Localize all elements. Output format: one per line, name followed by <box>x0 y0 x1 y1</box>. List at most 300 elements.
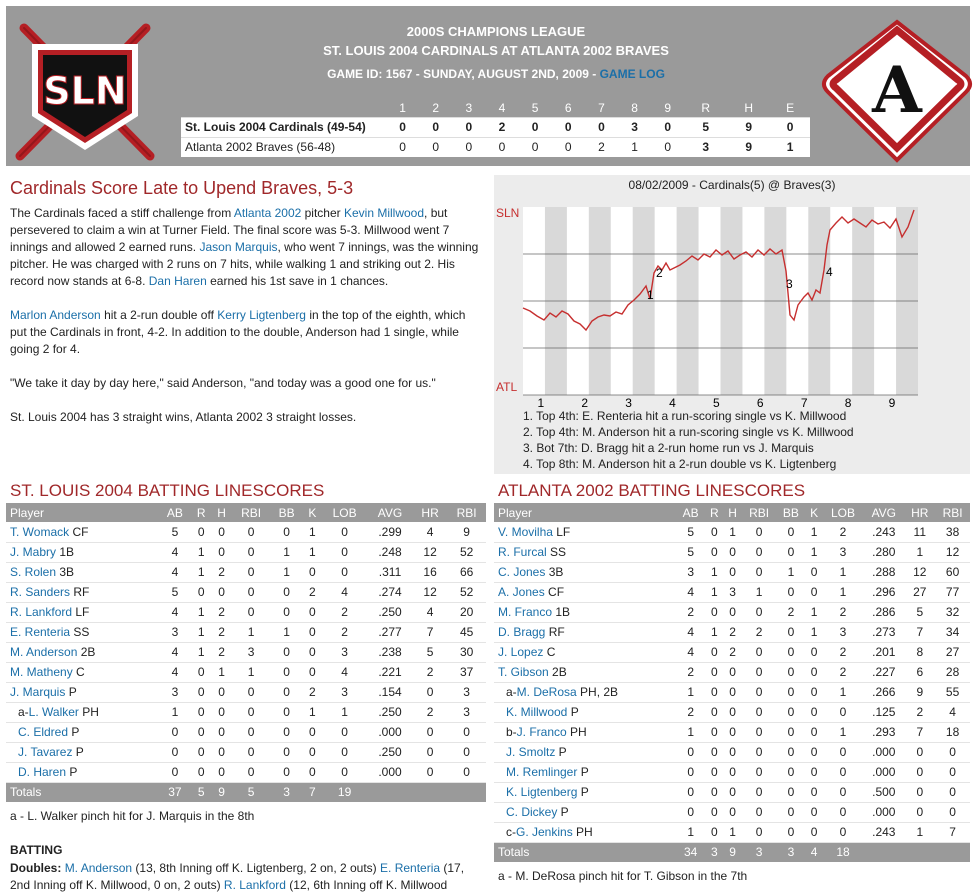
batting-stat-cell: 4 <box>159 642 191 662</box>
wp-top-label: SLN <box>496 206 520 220</box>
player-link-ligtenberg[interactable]: Kerry Ligtenberg <box>217 308 306 322</box>
batting-stat-cell: 2 <box>322 602 367 622</box>
batting-stat-cell: 2 <box>303 582 322 602</box>
player-link[interactable]: J. Tavarez <box>18 745 73 759</box>
linescore-inning: 0 <box>585 117 618 137</box>
player-link[interactable]: M. Franco <box>498 605 553 619</box>
batting-stat-cell: 4 <box>935 702 970 722</box>
batting-player-cell <box>6 682 159 702</box>
batting-stat-cell: 1 <box>723 822 741 842</box>
wp-inning-tick: 9 <box>888 396 896 410</box>
batting-column-header: AVG <box>863 503 904 522</box>
player-link[interactable]: R. Lankford <box>223 878 286 892</box>
batting-row <box>494 662 970 682</box>
batting-row <box>6 602 486 622</box>
batting-totals-row <box>6 782 486 802</box>
batting-stat-cell: 0 <box>270 742 302 762</box>
linescore-inning: 0 <box>651 137 684 157</box>
batting-stat-cell: 0 <box>191 522 211 542</box>
player-link[interactable]: M. DeRosa <box>516 685 577 699</box>
totals-cell <box>447 782 486 802</box>
batting-stat-cell: 0 <box>211 542 231 562</box>
batting-stat-cell: 27 <box>904 582 935 602</box>
batting-stat-cell: 1 <box>776 562 805 582</box>
sub-prefix: a- <box>506 685 517 699</box>
batting-player-cell <box>6 702 159 722</box>
batting-column-header: LOB <box>322 503 367 522</box>
recap-paragraph-2 <box>10 307 480 358</box>
batting-player-cell <box>494 582 676 602</box>
batting-stat-cell: 0 <box>805 582 822 602</box>
batting-stat-cell: 7 <box>904 622 935 642</box>
batting-stat-cell: 0 <box>723 562 741 582</box>
batting-stat-cell: 0 <box>232 682 271 702</box>
batting-row <box>6 662 486 682</box>
batting-stat-cell: .266 <box>863 682 904 702</box>
batting-stat-cell: .238 <box>367 642 413 662</box>
batting-stat-cell: 0 <box>232 522 271 542</box>
atl-team-logo[interactable] <box>818 16 976 166</box>
batting-stat-cell: 0 <box>723 602 741 622</box>
wp-inning-tick: 2 <box>581 396 589 410</box>
batting-stat-cell: 0 <box>232 582 271 602</box>
player-link[interactable]: J. Mabry <box>10 545 57 559</box>
batting-player-cell <box>6 762 159 782</box>
batting-stat-cell: .125 <box>863 702 904 722</box>
batting-stat-cell: 0 <box>303 662 322 682</box>
batting-stat-cell: 0 <box>904 762 935 782</box>
player-link-haren[interactable]: Dan Haren <box>148 274 207 288</box>
recap-text: pitcher <box>301 206 344 220</box>
batting-stat-cell: 0 <box>191 582 211 602</box>
player-link[interactable]: R. Lankford <box>10 605 73 619</box>
recap-text: in the top of the eighth, which put the Cardinals in front, 4-2. In addition to the double, Anderson had 1 single, while going 2 for 4. <box>10 308 466 356</box>
batting-row <box>494 542 970 562</box>
batting-stat-cell: 0 <box>232 562 271 582</box>
batting-stat-cell: 18 <box>935 722 970 742</box>
logo-left-text: SLN <box>43 69 127 113</box>
batting-stat-cell: 0 <box>935 762 970 782</box>
batting-stat-cell: 1 <box>191 542 211 562</box>
batting-stat-cell: 66 <box>447 562 486 582</box>
player-position: 1B <box>552 605 571 619</box>
batting-stat-cell: 1 <box>823 682 863 702</box>
batting-stat-cell: 0 <box>805 662 822 682</box>
wp-note: 2. Top 4th: M. Anderson hit a run-scoring single vs K. Millwood <box>523 425 854 439</box>
batting-stat-cell: 0 <box>723 542 741 562</box>
batting-stat-cell: 0 <box>742 682 777 702</box>
player-link[interactable]: M. Anderson <box>64 861 133 875</box>
batting-stat-cell: 11 <box>904 522 935 542</box>
batting-column-header: Player <box>6 503 159 522</box>
batting-stat-cell: 3 <box>676 562 705 582</box>
player-position: P <box>557 805 569 819</box>
wp-inning-tick: 7 <box>800 396 808 410</box>
batting-stat-cell: .250 <box>367 702 413 722</box>
batting-stat-cell: .280 <box>863 542 904 562</box>
batting-stat-cell: 0 <box>705 702 723 722</box>
batting-player-cell <box>494 642 676 662</box>
batting-column-header: LOB <box>823 503 863 522</box>
totals-cell <box>904 842 935 862</box>
batting-stat-cell: 0 <box>211 702 231 722</box>
batting-stat-cell: .250 <box>367 602 413 622</box>
batting-stat-cell: 0 <box>723 762 741 782</box>
totals-cell: 3 <box>705 842 723 862</box>
player-link[interactable]: M. Matheny <box>10 665 73 679</box>
batting-row <box>6 562 486 582</box>
linescore-header: R <box>684 99 727 117</box>
stl-footnote: a - L. Walker pinch hit for J. Marquis in the 8th <box>10 809 255 823</box>
batting-stat-cell: .000 <box>367 762 413 782</box>
batting-stat-cell: 0 <box>303 762 322 782</box>
batting-stat-cell: 2 <box>211 602 231 622</box>
batting-stat-cell: 77 <box>935 582 970 602</box>
player-position: SS <box>70 625 90 639</box>
batting-stat-cell: 3 <box>159 682 191 702</box>
batting-stat-cell: 0 <box>322 522 367 542</box>
player-link[interactable]: K. Ligtenberg <box>506 785 578 799</box>
batting-row <box>6 542 486 562</box>
batting-stat-cell: 0 <box>776 822 805 842</box>
batting-stat-cell: 0 <box>776 682 805 702</box>
batting-stat-cell: 1 <box>823 722 863 742</box>
player-link[interactable]: M. Remlinger <box>506 765 578 779</box>
batting-stat-cell: 0 <box>303 742 322 762</box>
batting-stat-cell: 1 <box>191 642 211 662</box>
player-link[interactable]: R. Sanders <box>10 585 71 599</box>
batting-stat-cell: 5 <box>904 602 935 622</box>
player-position: 2B <box>548 665 567 679</box>
batting-stat-cell: 0 <box>776 582 805 602</box>
batting-stat-cell: 0 <box>776 742 805 762</box>
batting-stat-cell: 0 <box>270 762 302 782</box>
linescore-inning: 0 <box>452 117 485 137</box>
sub-prefix: b- <box>506 725 517 739</box>
batting-stat-cell: 0 <box>676 742 705 762</box>
batting-stat-cell: 3 <box>823 542 863 562</box>
batting-stat-cell: 1 <box>676 722 705 742</box>
batting-totals-row <box>494 842 970 862</box>
batting-stat-cell: 0 <box>742 742 777 762</box>
batting-stat-cell: 4 <box>159 542 191 562</box>
player-link[interactable]: L. Walker <box>28 705 79 719</box>
player-link[interactable]: G. Jenkins <box>516 825 573 839</box>
batting-stat-cell: 3 <box>723 582 741 602</box>
batting-stat-cell: 0 <box>823 702 863 722</box>
totals-cell: 3 <box>776 842 805 862</box>
batting-stat-cell: 5 <box>676 522 705 542</box>
player-position: PH <box>566 725 587 739</box>
player-position: 1B <box>56 545 75 559</box>
player-link[interactable]: J. Smoltz <box>506 745 556 759</box>
player-position: RF <box>545 625 565 639</box>
wp-inning-tick: 5 <box>713 396 720 410</box>
batting-stat-cell: 1 <box>805 542 822 562</box>
player-link-marquis[interactable]: Jason Marquis <box>199 240 278 254</box>
batting-stat-cell: 0 <box>413 742 447 762</box>
linescore-inning: 0 <box>386 117 419 137</box>
batting-stat-cell: 0 <box>270 642 302 662</box>
player-link[interactable]: V. Movilha <box>498 524 553 539</box>
player-link[interactable]: D. Haren <box>18 765 67 779</box>
player-link[interactable]: A. Jones <box>498 585 545 599</box>
linescore-header: 5 <box>519 99 552 117</box>
batting-stat-cell: 16 <box>413 562 447 582</box>
batting-stat-cell: 0 <box>705 722 723 742</box>
player-link[interactable]: C. Dickey <box>506 805 558 819</box>
batting-stat-cell: 0 <box>723 702 741 722</box>
batting-player-cell <box>6 722 159 742</box>
recap-text: hit a 2-run double off <box>100 308 218 322</box>
linescore-team: St. Louis 2004 Cardinals (49-54) <box>181 117 386 137</box>
player-position: P <box>577 785 589 799</box>
batting-header-row <box>6 503 486 522</box>
batting-stat-cell: 0 <box>705 522 723 542</box>
batting-stat-cell: 0 <box>191 682 211 702</box>
batting-stat-cell: 0 <box>270 702 302 722</box>
player-position: PH <box>572 825 593 839</box>
batting-column-header: BB <box>270 503 302 522</box>
batting-stat-cell: 0 <box>776 622 805 642</box>
batting-stat-cell: 0 <box>805 642 822 662</box>
batting-stat-cell: .000 <box>863 762 904 782</box>
batting-stat-cell: 0 <box>723 802 741 822</box>
batting-stat-cell: 3 <box>322 682 367 702</box>
batting-row <box>494 562 970 582</box>
batting-stat-cell: 0 <box>303 622 322 642</box>
batting-stat-cell: 0 <box>270 662 302 682</box>
batting-stat-cell: 0 <box>191 702 211 722</box>
batting-row <box>494 742 970 762</box>
wp-event-marker: 2 <box>656 266 663 280</box>
game-log-link[interactable]: GAME LOG <box>599 67 665 81</box>
batting-stat-cell: 1 <box>904 822 935 842</box>
totals-cell: 18 <box>823 842 863 862</box>
batting-row <box>6 682 486 702</box>
batting-stat-cell: .000 <box>863 742 904 762</box>
batting-stat-cell: 0 <box>191 742 211 762</box>
batting-stat-cell: 1 <box>723 522 741 542</box>
player-link-millwood[interactable]: Kevin Millwood <box>343 206 425 220</box>
batting-row <box>6 522 486 542</box>
batting-stat-cell: 0 <box>805 682 822 702</box>
batting-player-cell <box>6 602 159 622</box>
batting-stat-cell: 0 <box>270 582 302 602</box>
batting-stat-cell: 30 <box>447 642 486 662</box>
batting-stat-cell: 0 <box>191 762 211 782</box>
batting-stat-cell: 0 <box>723 682 741 702</box>
player-link[interactable]: M. Anderson <box>10 645 78 659</box>
linescore-team: Atlanta 2002 Braves (56-48) <box>181 137 386 157</box>
batting-stat-cell: 3 <box>322 642 367 662</box>
batting-stat-cell: 0 <box>823 782 863 802</box>
player-link[interactable]: J. Franco <box>516 725 567 739</box>
batting-stat-cell: 2 <box>676 662 705 682</box>
batting-stat-cell: 0 <box>935 782 970 802</box>
batting-stat-cell: 0 <box>413 722 447 742</box>
batting-stat-cell: 4 <box>413 522 447 542</box>
player-link[interactable]: D. Bragg <box>498 625 546 639</box>
player-link-anderson[interactable]: Marlon Anderson <box>10 308 101 322</box>
batting-stat-cell: 4 <box>159 602 191 622</box>
batting-row <box>494 682 970 702</box>
batting-stat-cell: 2 <box>211 622 231 642</box>
batting-stat-cell: 0 <box>742 542 777 562</box>
batting-stat-cell: 1 <box>742 582 777 602</box>
batting-stat-cell: 1 <box>705 562 723 582</box>
batting-stat-cell: 0 <box>303 642 322 662</box>
batting-stat-cell: 12 <box>935 542 970 562</box>
player-link[interactable]: E. Renteria <box>380 861 441 875</box>
batting-column-header: RBI <box>447 503 486 522</box>
batting-player-cell <box>6 542 159 562</box>
batting-stat-cell: .293 <box>863 722 904 742</box>
wp-inning-tick: 3 <box>625 396 632 410</box>
team-link-atlanta[interactable]: Atlanta 2002 <box>233 206 302 220</box>
batting-stat-cell: 34 <box>935 622 970 642</box>
batting-stat-cell: .273 <box>863 622 904 642</box>
batting-stat-cell: 0 <box>935 742 970 762</box>
batting-stat-cell: 0 <box>211 722 231 742</box>
batting-stat-cell: 5 <box>676 542 705 562</box>
batting-column-header: H <box>723 503 741 522</box>
batting-stat-cell: 12 <box>413 542 447 562</box>
player-position: P <box>577 765 589 779</box>
batting-player-cell <box>494 802 676 822</box>
player-link[interactable]: S. Rolen <box>10 565 57 579</box>
linescore-inning: 0 <box>452 137 485 157</box>
wp-title: 08/02/2009 - Cardinals(5) @ Braves(3) <box>628 178 836 192</box>
atl-batting-table <box>494 503 970 862</box>
player-position: C <box>72 665 85 679</box>
player-link[interactable]: C. Eldred <box>18 725 69 739</box>
batting-player-cell <box>494 602 676 622</box>
linescore-header: 7 <box>585 99 618 117</box>
batting-stat-cell: .288 <box>863 562 904 582</box>
batting-stat-cell: 1 <box>303 522 322 542</box>
batting-player-cell <box>494 542 676 562</box>
batting-stat-cell: 1 <box>904 542 935 562</box>
linescore-header: 3 <box>452 99 485 117</box>
player-link[interactable]: E. Renteria <box>10 625 71 639</box>
batting-stat-cell: 5 <box>413 642 447 662</box>
batting-stat-cell: 1 <box>823 582 863 602</box>
batting-stat-cell: 52 <box>447 542 486 562</box>
batting-stat-cell: 1 <box>303 702 322 722</box>
batting-stat-cell: 0 <box>805 702 822 722</box>
batting-column-header: RBI <box>935 503 970 522</box>
linescore-inning: 0 <box>386 137 419 157</box>
batting-stat-cell: .227 <box>863 662 904 682</box>
batting-stat-cell: .243 <box>863 522 904 542</box>
batting-stat-cell: 0 <box>742 782 777 802</box>
sln-team-logo[interactable] <box>10 16 160 166</box>
player-link[interactable]: K. Millwood <box>506 705 568 719</box>
batting-stat-cell: 0 <box>776 782 805 802</box>
batting-column-header: H <box>211 503 231 522</box>
linescore-inning: 0 <box>552 117 585 137</box>
batting-stat-cell: 3 <box>447 682 486 702</box>
stl-batting-title: ST. LOUIS 2004 BATTING LINESCORES <box>10 481 325 500</box>
wp-bottom-label: ATL <box>496 380 518 394</box>
batting-stat-cell: 0 <box>805 742 822 762</box>
batting-stat-cell: 2 <box>211 642 231 662</box>
batting-stat-cell: 1 <box>159 702 191 722</box>
batting-row <box>494 622 970 642</box>
stl-batting-table <box>6 503 486 802</box>
batting-stat-cell: 0 <box>776 762 805 782</box>
batting-stat-cell: 0 <box>413 762 447 782</box>
batting-stat-cell: .286 <box>863 602 904 622</box>
batting-stat-cell: 1 <box>191 622 211 642</box>
batting-stat-cell: 3 <box>232 642 271 662</box>
batting-stat-cell: 0 <box>776 702 805 722</box>
batting-stat-cell: 5 <box>159 582 191 602</box>
batting-stat-cell: 0 <box>776 522 805 542</box>
totals-cell: 3 <box>270 782 302 802</box>
player-link[interactable]: J. Marquis <box>10 685 66 699</box>
batting-stat-cell: 2 <box>676 602 705 622</box>
recap-text: The Cardinals faced a stiff challenge from <box>10 206 234 220</box>
player-position: PH, 2B <box>576 685 619 699</box>
batting-stat-cell: 2 <box>723 622 741 642</box>
batting-stat-cell: 0 <box>447 722 486 742</box>
batting-stat-cell: 1 <box>270 542 302 562</box>
batting-stat-cell: 0 <box>211 582 231 602</box>
player-position: P <box>65 685 77 699</box>
batting-stat-cell: 4 <box>676 642 705 662</box>
recap-text: earned his 1st save in 1 chances. <box>206 274 389 288</box>
batting-stat-cell: 0 <box>303 562 322 582</box>
player-link[interactable]: T. Womack <box>10 524 70 539</box>
batting-stat-cell: 0 <box>742 762 777 782</box>
totals-cell: 4 <box>805 842 822 862</box>
batting-stat-cell: .250 <box>367 742 413 762</box>
player-link[interactable]: C. Jones <box>498 565 546 579</box>
batting-stat-cell: 0 <box>742 662 777 682</box>
game-id-text: GAME ID: 1567 - SUNDAY, AUGUST 2ND, 2009 - <box>327 67 600 81</box>
batting-heading: BATTING <box>10 843 63 857</box>
batting-stat-cell: .296 <box>863 582 904 602</box>
batting-stat-cell: 0 <box>776 662 805 682</box>
player-link[interactable]: T. Gibson <box>498 665 549 679</box>
linescore-header: 9 <box>651 99 684 117</box>
linescore-hits: 9 <box>727 137 770 157</box>
batting-column-header: K <box>303 503 322 522</box>
player-link[interactable]: R. Furcal <box>498 545 547 559</box>
batting-stat-cell: 4 <box>159 562 191 582</box>
atl-footnote: a - M. DeRosa pinch hit for T. Gibson in the 7th <box>498 869 748 883</box>
batting-stat-cell: 4 <box>159 662 191 682</box>
batting-player-cell <box>494 722 676 742</box>
batting-player-cell <box>494 822 676 842</box>
batting-stat-cell: 8 <box>904 642 935 662</box>
player-link[interactable]: J. Lopez <box>498 645 544 659</box>
totals-cell <box>935 842 970 862</box>
batting-column-header: HR <box>904 503 935 522</box>
batting-stat-cell: 32 <box>935 602 970 622</box>
batting-stat-cell: .500 <box>863 782 904 802</box>
batting-stat-cell: 0 <box>823 762 863 782</box>
batting-row <box>494 642 970 662</box>
batting-stat-cell: 0 <box>211 682 231 702</box>
batting-stat-cell: 0 <box>805 722 822 742</box>
batting-stat-cell: 0 <box>823 822 863 842</box>
batting-stat-cell: 1 <box>270 562 302 582</box>
linescore-inning: 0 <box>419 117 452 137</box>
batting-player-cell <box>6 662 159 682</box>
